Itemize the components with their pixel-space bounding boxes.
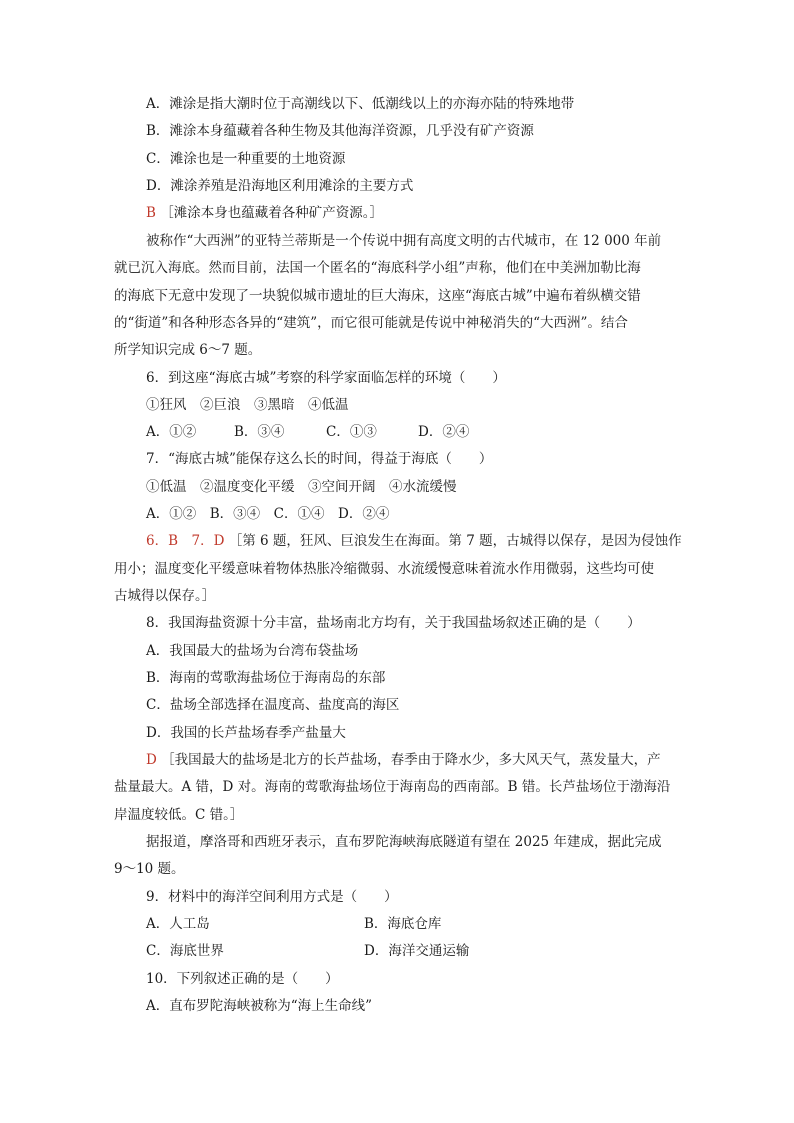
q5-option-a: A．滩涂是指大潮时位于高潮线以下、低潮线以上的亦海亦陆的特殊地带	[146, 96, 575, 112]
passage1-line-5: 所学知识完成 6～7 题。	[114, 342, 262, 358]
q6-option-b: B．③④	[234, 424, 285, 440]
q8-answer-line-2: 盐量最大。A 错，D 对。海南的莺歌海盐场位于海南岛的西南部。B 错。长芦盐场位于渤海沿	[114, 779, 671, 795]
q8-option-b: B．海南的莺歌海盐场位于海南岛的东部	[146, 670, 386, 686]
ans67-line-2: 用小；温度变化平缓意味着物体热胀冷缩微弱、水流缓慢意味着流水作用微弱，这些均可使	[114, 561, 654, 577]
q9-option-d: D．海洋交通运输	[364, 943, 470, 959]
q5-option-d: D．滩涂养殖是沿海地区利用滩涂的主要方式	[146, 178, 414, 194]
q6-items: ①狂风 ②巨浪 ③黑暗 ④低温	[146, 397, 349, 413]
q9-option-c: C．海底世界	[146, 943, 224, 959]
q7-items: ①低温 ②温度变化平缓 ③空间开阔 ④水流缓慢	[146, 479, 457, 495]
passage1-line-2: 就已沉入海底。然而目前，法国一个匿名的“海底科学小组”声称，他们在中美洲加勒比海	[114, 260, 641, 276]
q6-option-c: C．①③	[326, 424, 377, 440]
ans67-line-1	[146, 532, 682, 550]
q8-stem: 8．我国海盐资源十分丰富，盐场南北方均有，关于我国盐场叙述正确的是（ ）	[146, 615, 641, 631]
q8-option-d: D．我国的长芦盐场春季产盐量大	[146, 725, 346, 741]
q7-options: A．①② B．③④ C．①④ D．②④	[146, 506, 390, 522]
q5-answer	[146, 204, 383, 222]
q9-stem: 9．材料中的海洋空间利用方式是（ ）	[146, 889, 398, 905]
q10-stem: 10．下列叙述正确的是（ ）	[146, 971, 339, 987]
passage1-line-4: 的“街道”和各种形态各异的“建筑”，而它很可能就是传说中神秘消失的“大西洲”。结合	[114, 315, 628, 331]
q8-option-a: A．我国最大的盐场为台湾布袋盐场	[146, 643, 359, 659]
q7-stem: 7．“海底古城”能保存这么长的时间，得益于海底（ ）	[146, 451, 493, 467]
passage2-line-1: 据报道，摩洛哥和西班牙表示，直布罗陀海峡海底隧道有望在 2025 年建成，据此完成	[146, 834, 662, 850]
q5-option-c: C．滩涂也是一种重要的土地资源	[146, 151, 346, 167]
q8-answer-text-1: ［我国最大的盐场是北方的长芦盐场，春季由于降水少，多大风天气，蒸发量大，产	[161, 752, 661, 768]
q8-answer-line-1	[146, 751, 661, 769]
passage1-line-3: 的海底下无意中发现了一块貌似城市遗址的巨大海床，这座“海底古城”中遍布着纵横交错	[114, 288, 641, 304]
q8-answer-letter: D	[146, 752, 157, 768]
q8-option-c: C．盐场全部选择在温度高、盐度高的海区	[146, 697, 400, 713]
q5-option-b: B．滩涂本身蕴藏着各种生物及其他海洋资源，几乎没有矿产资源	[146, 123, 534, 139]
q6-stem: 6．到这座“海底古城”考察的科学家面临怎样的环境（ ）	[146, 370, 506, 386]
q9-option-a: A．人工岛	[146, 916, 210, 932]
ans67-line-3: 古城得以保存。］	[114, 588, 216, 604]
passage2-line-2: 9～10 题。	[114, 861, 185, 877]
q9-option-b: B．海底仓库	[364, 916, 442, 932]
passage1-line-1: 被称作“大西洲”的亚特兰蒂斯是一个传说中拥有高度文明的古代城市，在 12 000 年前	[146, 233, 662, 249]
q5-answer-text: ［滩涂本身也蕴藏着各种矿产资源。］	[160, 205, 383, 221]
q6-option-a: A．①②	[146, 424, 197, 440]
q6-options	[146, 423, 486, 441]
ans67-text-1: ［第 6 题，狂风、巨浪发生在海面。第 7 题，古城得以保存，是因为侵蚀作	[228, 533, 682, 549]
q10-option-a: A．直布罗陀海峡被称为“海上生命线”	[146, 998, 373, 1014]
ans67-label: 6．B 7．D	[146, 533, 225, 549]
q8-answer-line-3: 岸温度较低。C 错。］	[114, 807, 244, 823]
q6-option-d: D．②④	[418, 424, 470, 440]
q5-answer-letter: B	[146, 205, 156, 221]
